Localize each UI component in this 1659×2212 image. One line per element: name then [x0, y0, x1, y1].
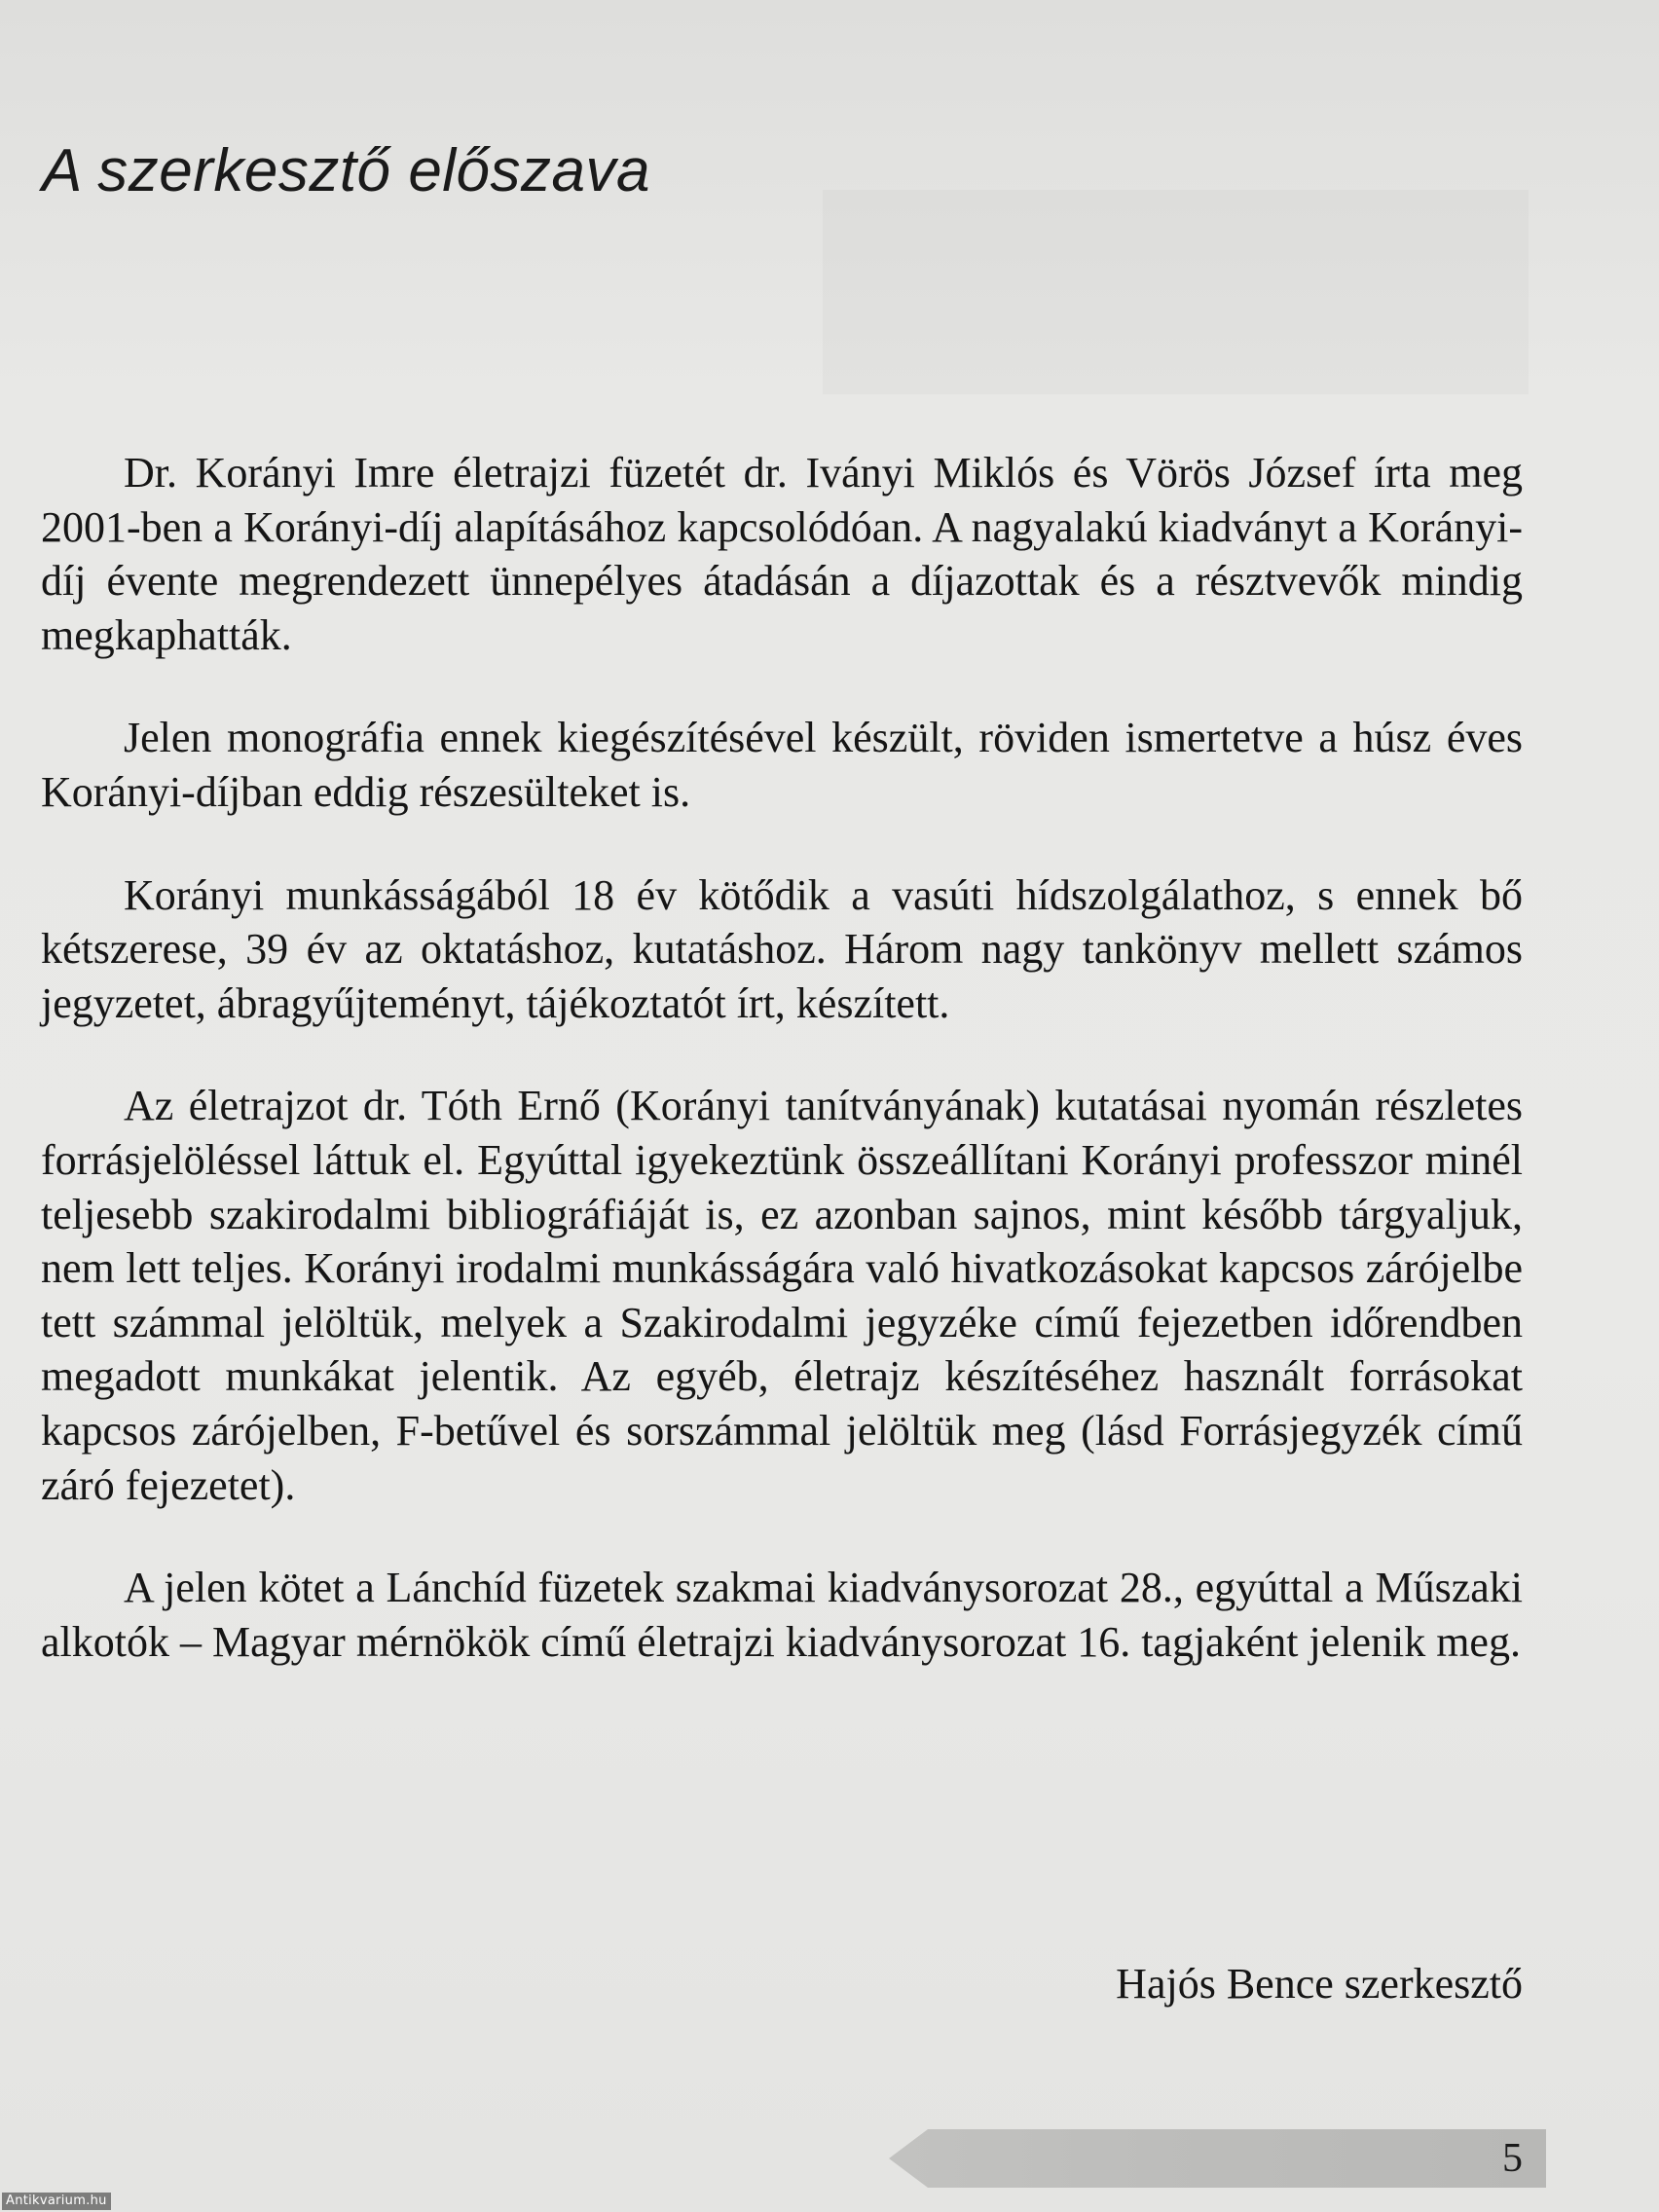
page-number: 5	[1502, 2136, 1523, 2181]
watermark: Antikvarium.hu	[2, 2193, 111, 2210]
paragraph-2: Jelen monográfia ennek kiegészítésével készült, röviden ismertetve a húsz éves Korányi-díjban eddig részesülteket is.	[41, 714, 1523, 816]
bleed-through-area	[823, 190, 1529, 394]
paragraph-5: A jelen kötet a Lánchíd füzetek szakmai kiadványsorozat 28., egyúttal a Műszaki alkotók – Magyar mérnökök című életrajzi kiadványsorozat 16. tagjaként jelenik meg.	[41, 1564, 1523, 1666]
signature: Hajós Bence szerkesztő	[1116, 1960, 1523, 2008]
body-text	[41, 446, 1523, 1669]
paragraph-3: Korányi munkásságából 18 év kötődik a vasúti hídszolgálathoz, s ennek bő kétszerese, 39 év az oktatáshoz, kutatáshoz. Három nagy tankönyv mellett számos jegyzetet, ábragyűjteményt, tájékoztatót írt, készített.	[41, 870, 1523, 1027]
page-number-tab	[889, 2129, 1546, 2188]
paragraph-4: Az életrajzot dr. Tóth Ernő (Korányi tanítványának) kutatásai nyomán részletes forrásjelöléssel láttuk el. Egyúttal igyekeztünk összeállítani Korányi professzor minél teljesebb szakirodalmi bibliográfiáját is, ez azonban sajnos, mint később tárgyaljuk, nem lett teljes. Korányi irodalmi munkásságára való hivatkozásokat kapcsos zárójelbe tett számmal jelöltük, melyek a Szakirodalmi jegyzéke című fejezetben időrendben megadott munkákat jelentik. Az egyéb, életrajz készítéséhez használt forrásokat kapcsos zárójelben, F-betűvel és sorszámmal jelöltük meg (lásd Forrásjegyzék című záró fejezetet).	[41, 1082, 1523, 1509]
paragraph-1: Dr. Korányi Imre életrajzi füzetét dr. Iványi Miklós és Vörös József írta meg 2001-ben a Korányi-díj alapításához kapcsolódóan. A nagyalakú kiadványt a Korányi-díj évente megrendezett ünnepélyes átadásán a díjazottak és a résztvevők mindig megkaphatták.	[41, 449, 1523, 659]
page-title: A szerkesztő előszava	[42, 137, 651, 204]
